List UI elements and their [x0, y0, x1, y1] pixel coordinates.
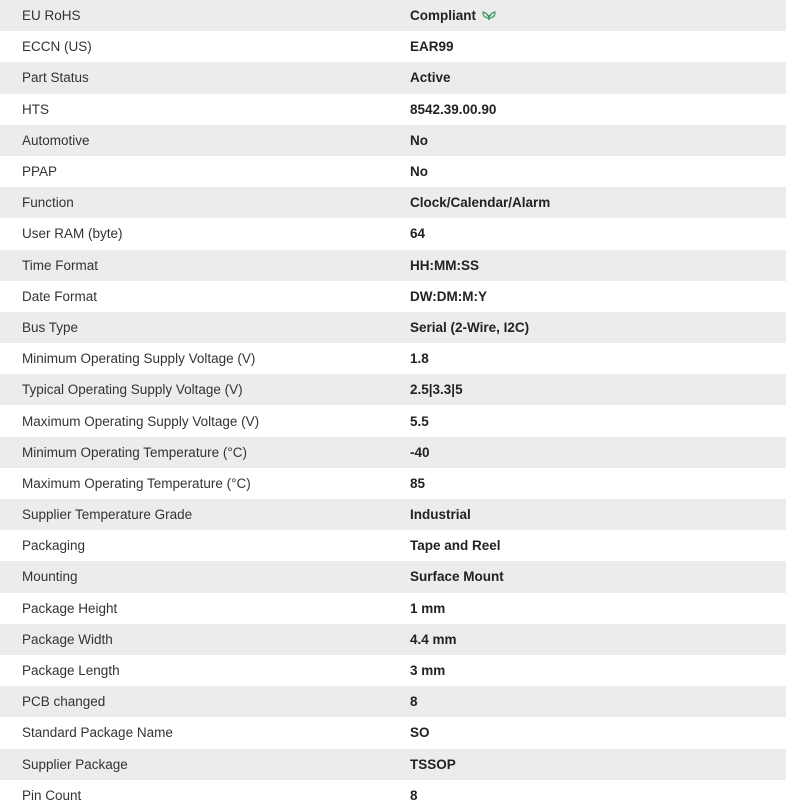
- spec-value: Surface Mount: [410, 569, 504, 585]
- spec-row-min-supply-voltage: [0, 343, 786, 374]
- spec-row-pcb-changed: [0, 686, 786, 717]
- spec-value: 8: [410, 787, 418, 803]
- spec-row-user-ram: [0, 218, 786, 249]
- spec-value: 8542.39.00.90: [410, 101, 497, 117]
- spec-row-mounting: [0, 561, 786, 592]
- spec-attribute: Minimum Operating Temperature (°C): [22, 444, 247, 460]
- spec-attribute: Package Width: [22, 631, 113, 647]
- spec-row-standard-package-name: [0, 717, 786, 748]
- spec-row-package-width: [0, 624, 786, 655]
- spec-attribute: EU RoHS: [22, 8, 81, 24]
- spec-value: 64: [410, 226, 426, 242]
- spec-attribute: Minimum Operating Supply Voltage (V): [22, 351, 256, 367]
- spec-row-part-status: [0, 62, 786, 93]
- spec-row-max-supply-voltage: [0, 405, 786, 436]
- spec-row-bus-type: [0, 312, 786, 343]
- spec-value: No: [410, 164, 428, 180]
- spec-attribute: Function: [22, 195, 74, 211]
- spec-row-package-height: [0, 593, 786, 624]
- spec-value: -40: [410, 444, 430, 460]
- spec-value: 1 mm: [410, 600, 446, 616]
- spec-value: Tape and Reel: [410, 538, 501, 554]
- spec-value: TSSOP: [410, 756, 456, 772]
- spec-row-function: [0, 187, 786, 218]
- spec-value: HH:MM:SS: [410, 257, 479, 273]
- spec-value: 8: [410, 694, 418, 710]
- spec-row-packaging: [0, 530, 786, 561]
- spec-row-eu-rohs: [0, 0, 786, 31]
- spec-attribute: PPAP: [22, 164, 58, 180]
- spec-attribute: Mounting: [22, 569, 78, 585]
- spec-value: Industrial: [410, 507, 471, 523]
- spec-attribute: Standard Package Name: [22, 725, 173, 741]
- spec-attribute: Automotive: [22, 132, 90, 148]
- spec-value: 3 mm: [410, 663, 446, 679]
- spec-attribute: ECCN (US): [22, 39, 92, 55]
- spec-row-eccn: [0, 31, 786, 62]
- spec-attribute: Time Format: [22, 257, 99, 273]
- spec-value: EAR99: [410, 39, 454, 55]
- spec-value: Active: [410, 70, 451, 86]
- spec-attribute: Part Status: [22, 70, 89, 86]
- spec-attribute: User RAM (byte): [22, 226, 123, 242]
- spec-attribute: PCB changed: [22, 694, 106, 710]
- spec-row-automotive: [0, 125, 786, 156]
- spec-value: 2.5|3.3|5: [410, 382, 463, 398]
- spec-attribute: Supplier Temperature Grade: [22, 507, 193, 523]
- spec-value: 85: [410, 475, 426, 491]
- spec-value: Serial (2-Wire, I2C): [410, 319, 530, 335]
- spec-row-typ-supply-voltage: [0, 374, 786, 405]
- spec-attribute: Packaging: [22, 538, 86, 554]
- spec-row-min-temperature: [0, 437, 786, 468]
- spec-attribute: Supplier Package: [22, 756, 128, 772]
- spec-attribute: Bus Type: [22, 319, 79, 335]
- spec-attribute: Package Length: [22, 663, 120, 679]
- spec-attribute: Maximum Operating Temperature (°C): [22, 475, 251, 491]
- spec-row-package-length: [0, 655, 786, 686]
- spec-value: Compliant: [410, 8, 476, 24]
- spec-attribute: Pin Count: [22, 787, 82, 803]
- spec-row-supplier-package: [0, 749, 786, 780]
- spec-row-temperature-grade: [0, 499, 786, 530]
- spec-attribute: Maximum Operating Supply Voltage (V): [22, 413, 260, 429]
- spec-attribute: Typical Operating Supply Voltage (V): [22, 382, 243, 398]
- spec-attribute: Date Format: [22, 288, 98, 304]
- spec-value: DW:DM:M:Y: [410, 288, 487, 304]
- spec-attribute: Package Height: [22, 600, 118, 616]
- spec-row-time-format: [0, 250, 786, 281]
- spec-value: 1.8: [410, 351, 429, 367]
- spec-row-max-temperature: [0, 468, 786, 499]
- spec-row-pin-count: [0, 780, 786, 811]
- spec-value: 4.4 mm: [410, 631, 457, 647]
- spec-row-ppap: [0, 156, 786, 187]
- spec-value: SO: [410, 725, 430, 741]
- leaf-icon: [482, 9, 496, 21]
- spec-attribute: HTS: [22, 101, 49, 117]
- spec-value: Clock/Calendar/Alarm: [410, 195, 551, 211]
- spec-value: No: [410, 132, 428, 148]
- spec-value-cell: [410, 0, 786, 31]
- spec-value: 5.5: [410, 413, 429, 429]
- spec-row-date-format: [0, 281, 786, 312]
- spec-row-hts: [0, 94, 786, 125]
